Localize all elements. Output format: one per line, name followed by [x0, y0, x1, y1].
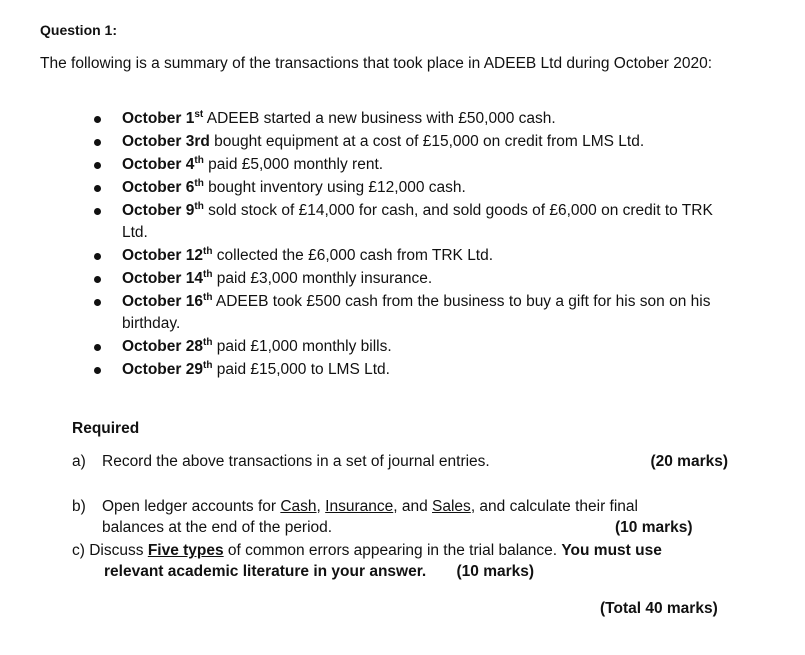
transaction-day: 14 [185, 270, 203, 287]
transaction-day: 4 [185, 156, 195, 173]
transaction-list [92, 108, 742, 382]
transaction-text: bought equipment at a cost of £15,000 on credit from LMS Ltd. [209, 133, 645, 150]
bullet-icon [94, 276, 101, 283]
total-marks: (Total 40 marks) [600, 600, 718, 617]
transaction-date: October [122, 361, 182, 378]
transaction-date: October [122, 202, 182, 219]
date-suffix: th [203, 245, 213, 257]
part-b-label: b) [72, 498, 86, 515]
transaction-day: 9 [185, 202, 195, 219]
transaction-item [92, 131, 742, 153]
transaction-text: bought inventory using £12,000 cash. [203, 179, 466, 196]
required-heading: Required [72, 420, 140, 437]
transaction-text: paid £3,000 monthly insurance. [212, 270, 433, 287]
transaction-item [92, 336, 742, 358]
account-insurance: Insurance [325, 498, 394, 515]
part-a-label: a) [72, 453, 86, 470]
bullet-icon [94, 299, 101, 306]
transaction-text: collected the £6,000 cash from TRK Ltd. [212, 247, 494, 264]
part-b-marks: (10 marks) [615, 519, 693, 536]
bullet-icon [94, 139, 101, 146]
transaction-date: October [122, 247, 182, 264]
date-suffix: th [203, 291, 213, 303]
date-suffix: th [194, 177, 204, 189]
bullet-icon [94, 344, 101, 351]
account-cash: Cash [280, 498, 317, 515]
transaction-item [92, 245, 742, 267]
date-suffix: th [203, 336, 213, 348]
transaction-item [92, 268, 742, 290]
transaction-date: October [122, 338, 182, 355]
transaction-text: ADEEB took £500 cash from the business to buy a gift for his son on his birthday. [122, 293, 711, 332]
transaction-day: 6 [185, 179, 195, 196]
transaction-item [92, 108, 742, 130]
transaction-text: ADEEB started a new business with £50,000 cash. [203, 110, 556, 127]
question-title: Question 1: [40, 22, 118, 38]
part-b-line-2: balances at the end of the period. [102, 519, 333, 536]
part-c-label: c) [72, 542, 85, 559]
part-c-text-2: of common errors appearing in the trial balance. [223, 542, 562, 559]
transaction-text: paid £1,000 monthly bills. [212, 338, 392, 355]
transaction-day: 12 [185, 247, 203, 264]
transaction-item [92, 291, 742, 335]
transaction-item [92, 177, 742, 199]
bullet-icon [94, 162, 101, 169]
part-b-sep-1: , [316, 498, 326, 515]
part-b-sep-2: , and [393, 498, 433, 515]
date-suffix: th [194, 154, 204, 166]
transaction-date: October [122, 110, 182, 127]
part-b-text-1: Open ledger accounts for [102, 498, 281, 515]
transaction-date: October [122, 179, 182, 196]
transaction-date: October [122, 156, 182, 173]
bullet-icon [94, 116, 101, 123]
date-suffix: st [194, 108, 204, 120]
bullet-icon [94, 208, 101, 215]
account-sales: Sales [432, 498, 471, 515]
part-a-marks: (20 marks) [650, 453, 728, 470]
date-suffix: th [203, 359, 213, 371]
part-b-text-2: , and calculate their final [470, 498, 638, 515]
part-b [72, 496, 732, 538]
part-c [72, 540, 742, 582]
date-suffix: th [203, 268, 213, 280]
transaction-text: paid £5,000 monthly rent. [203, 156, 384, 173]
part-a-text: Record the above transactions in a set of journal entries. [102, 453, 490, 470]
transaction-item [92, 359, 742, 381]
bullet-icon [94, 253, 101, 260]
part-c-emphasis: Five types [147, 542, 224, 559]
transaction-text: paid £15,000 to LMS Ltd. [212, 361, 390, 378]
intro-paragraph: The following is a summary of the transactions that took place in ADEEB Ltd during October 2020: [40, 55, 713, 72]
part-c-line-2: relevant academic literature in your answer. [104, 563, 427, 580]
transaction-text: sold stock of £14,000 for cash, and sold goods of £6,000 on credit to TRK Ltd. [122, 202, 713, 241]
transaction-date: October [122, 293, 182, 310]
bullet-icon [94, 367, 101, 374]
transaction-day: 3rd [185, 133, 210, 150]
transaction-day: 29 [185, 361, 203, 378]
transaction-day: 16 [185, 293, 203, 310]
transaction-item [92, 154, 742, 176]
transaction-date: October [122, 133, 182, 150]
transaction-item [92, 200, 742, 244]
date-suffix: th [194, 200, 204, 212]
part-c-text-1: Discuss [89, 542, 148, 559]
bullet-icon [94, 185, 101, 192]
part-a [72, 451, 732, 472]
transaction-day: 1 [185, 110, 195, 127]
transaction-day: 28 [185, 338, 203, 355]
part-c-marks: (10 marks) [456, 563, 535, 580]
transaction-date: October [122, 270, 182, 287]
part-c-bold-1: You must use [561, 542, 662, 559]
